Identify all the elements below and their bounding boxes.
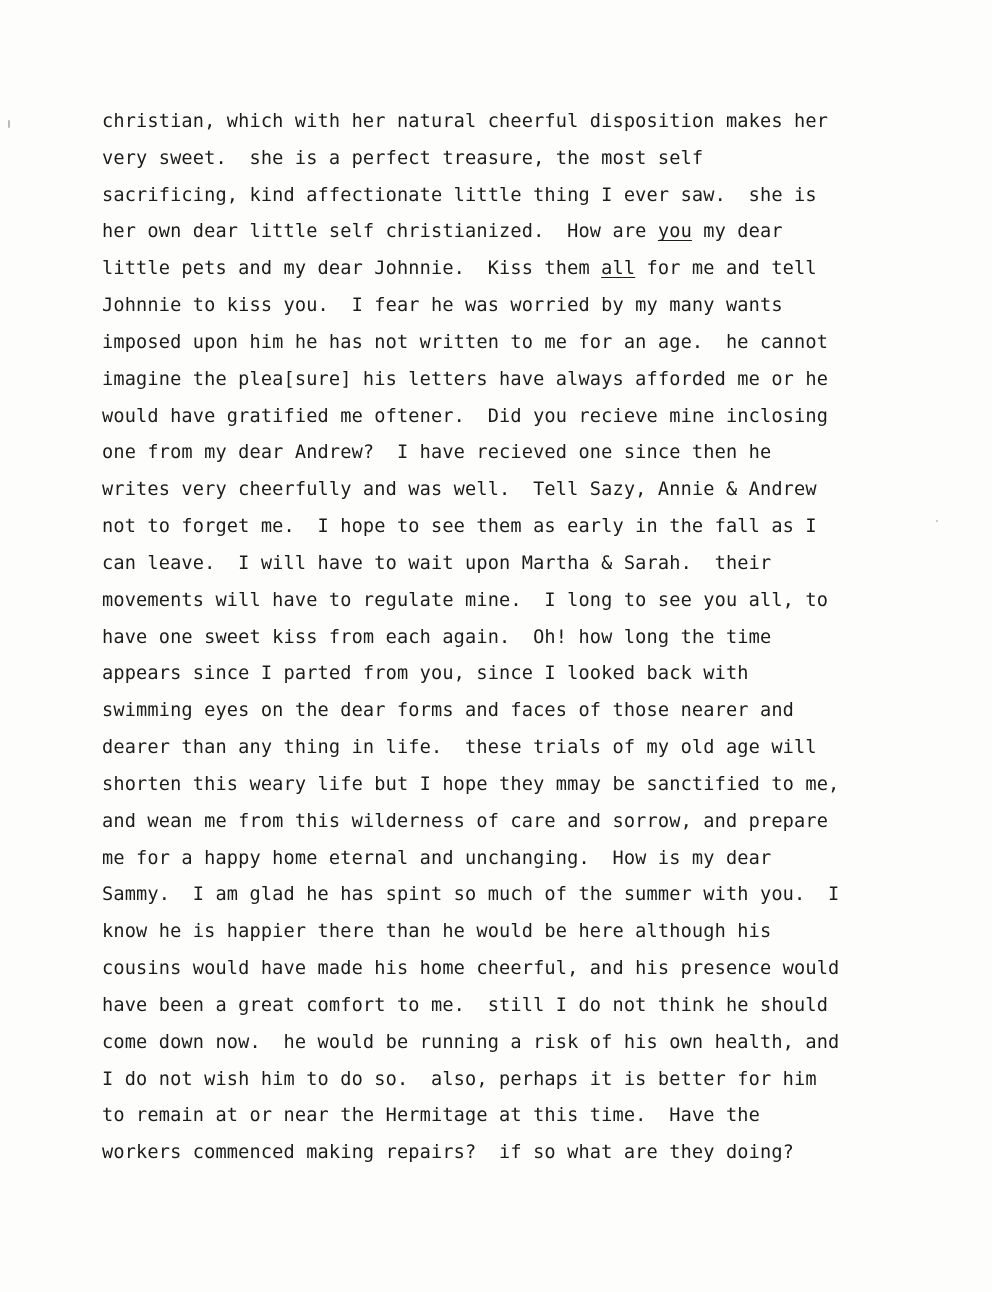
line-text: Sammy. I am glad he has spint so much of the summer with you. I	[102, 884, 840, 906]
letter-body	[102, 104, 922, 1172]
letter-line	[102, 877, 922, 914]
letter-line	[102, 841, 922, 878]
line-text: swimming eyes on the dear forms and faces of those nearer and	[102, 700, 795, 722]
underlined-word: you	[657, 221, 692, 243]
letter-line	[102, 988, 922, 1025]
line-text: not to forget me. I hope to see them as early in the fall as I	[102, 516, 817, 538]
line-text: little pets and my dear Johnnie. Kiss them	[102, 258, 602, 280]
letter-line	[102, 141, 922, 178]
letter-line	[102, 767, 922, 804]
letter-line	[102, 693, 922, 730]
line-text: very sweet. she is a perfect treasure, the most self	[102, 147, 704, 169]
line-text: would have gratified me oftener. Did you recieve mine inclosing	[102, 405, 829, 427]
line-text: imposed upon him he has not written to me for an age. he cannot	[102, 331, 829, 353]
line-text: appears since I parted from you, since I looked back with	[102, 663, 749, 685]
letter-line	[102, 251, 922, 288]
letter-line	[102, 325, 922, 362]
line-text: can leave. I will have to wait upon Martha & Sarah. their	[102, 552, 772, 574]
line-text: sacrificing, kind affectionate little thing I ever saw. she is	[102, 184, 817, 206]
line-text: cousins would have made his home cheerful, and his presence would	[102, 958, 840, 980]
line-text: one from my dear Andrew? I have recieved one since then he	[102, 442, 772, 464]
letter-line	[102, 509, 922, 546]
letter-line	[102, 1062, 922, 1099]
paper-speck	[936, 520, 938, 522]
line-text: shorten this weary life but I hope they mmay be sanctified to me,	[102, 773, 840, 795]
letter-line	[102, 620, 922, 657]
line-text: dearer than any thing in life. these trials of my old age will	[102, 737, 817, 759]
line-text: have one sweet kiss from each again. Oh! how long the time	[102, 626, 772, 648]
line-text: movements will have to regulate mine. I long to see you all, to	[102, 589, 829, 611]
line-text: her own dear little self christianized. How are	[102, 221, 658, 243]
margin-mark	[8, 120, 10, 128]
line-text: imagine the plea[sure] his letters have always afforded me or he	[102, 368, 829, 390]
letter-line	[102, 214, 922, 251]
underlined-word: all	[601, 258, 636, 280]
letter-line	[102, 730, 922, 767]
line-text: know he is happier there than he would be here although his	[102, 921, 772, 943]
letter-line	[102, 104, 922, 141]
letter-line	[102, 1025, 922, 1062]
line-text: my dear	[691, 221, 783, 243]
letter-line	[102, 914, 922, 951]
line-text: christian, which with her natural cheerful disposition makes her	[102, 111, 829, 132]
letter-line	[102, 804, 922, 841]
letter-line	[102, 399, 922, 436]
line-text: come down now. he would be running a risk of his own health, and	[102, 1031, 840, 1053]
letter-line	[102, 1135, 922, 1172]
letter-line	[102, 951, 922, 988]
line-text: I do not wish him to do so. also, perhaps it is better for him	[102, 1068, 817, 1090]
letter-line	[102, 362, 922, 399]
letter-line	[102, 1098, 922, 1135]
letter-line	[102, 178, 922, 215]
letter-line	[102, 583, 922, 620]
letter-line	[102, 546, 922, 583]
line-text: for me and tell	[635, 258, 817, 280]
letter-line	[102, 435, 922, 472]
line-text: writes very cheerfully and was well. Tell Sazy, Annie & Andrew	[102, 479, 817, 501]
line-text: me for a happy home eternal and unchanging. How is my dear	[102, 847, 772, 869]
letter-line	[102, 472, 922, 509]
line-text: to remain at or near the Hermitage at this time. Have the	[102, 1105, 760, 1127]
line-text: have been a great comfort to me. still I do not think he should	[102, 994, 829, 1016]
letter-line	[102, 288, 922, 325]
line-text: workers commenced making repairs? if so what are they doing?	[102, 1142, 795, 1164]
line-text: Johnnie to kiss you. I fear he was worried by my many wants	[102, 295, 783, 317]
letter-line	[102, 656, 922, 693]
line-text: and wean me from this wilderness of care and sorrow, and prepare	[102, 810, 829, 832]
